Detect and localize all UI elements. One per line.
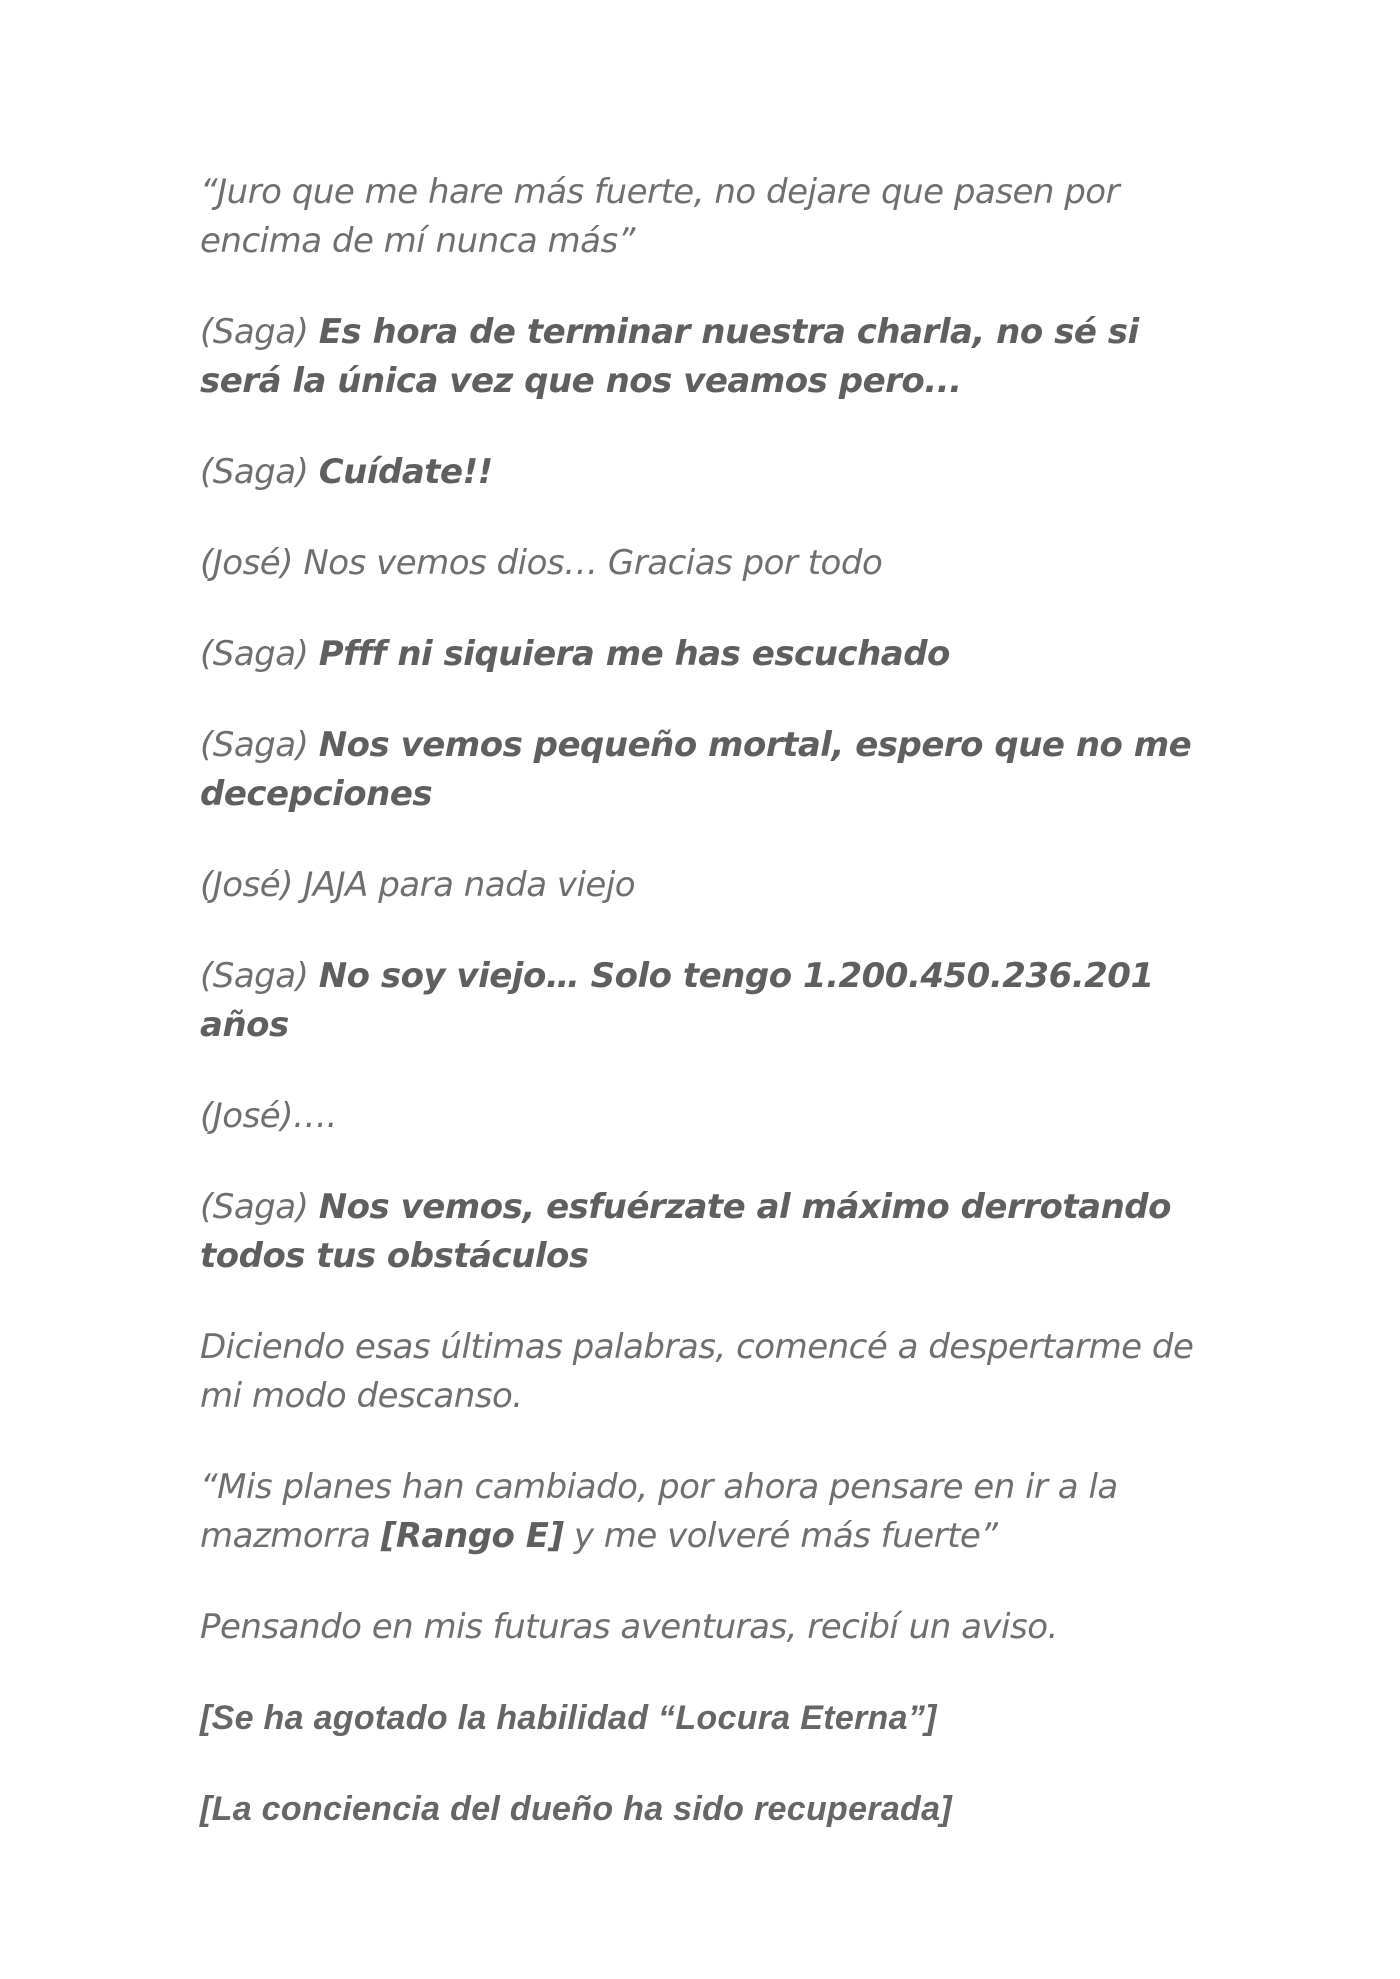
speaker-label: (José)…. <box>200 1096 337 1136</box>
system-message-text: [La conciencia del dueño ha sido recuperada] <box>200 1790 952 1828</box>
dialogue-line <box>200 1183 1200 1281</box>
narration-paragraph <box>200 1323 1200 1421</box>
dialogue-text: Es hora de terminar nuestra charla, no sé si será la única vez que nos veamos pero... <box>200 312 1139 401</box>
narration-text: Pensando en mis futuras aventuras, recibí un aviso. <box>200 1607 1058 1647</box>
narration-text: y me volveré más fuerte” <box>573 1516 998 1556</box>
narration-text: Diciendo esas últimas palabras, comencé a despertarme de mi modo descanso. <box>200 1327 1194 1416</box>
dialogue-line <box>200 1092 1200 1141</box>
dialogue-line <box>200 721 1200 819</box>
rank-tag: [Rango E] <box>380 1516 564 1556</box>
document-body <box>200 168 1200 1876</box>
dialogue-text: Pfff ni siquiera me has escuchado <box>318 634 950 674</box>
dialogue-text: JAJA para nada viejo <box>303 865 636 905</box>
dialogue-text: Cuídate!! <box>318 452 493 492</box>
system-message <box>200 1694 1200 1743</box>
dialogue-line <box>200 952 1200 1050</box>
dialogue-line <box>200 308 1200 406</box>
speaker-label: (Saga) <box>200 634 309 674</box>
speaker-label: (José) <box>200 865 293 905</box>
speaker-label: (Saga) <box>200 452 309 492</box>
narration-paragraph <box>200 1603 1200 1652</box>
speaker-label: (José) <box>200 543 293 583</box>
system-message-text: [Se ha agotado la habilidad “Locura Eterna”] <box>200 1699 937 1737</box>
speaker-label: (Saga) <box>200 312 309 352</box>
dialogue-line <box>200 539 1200 588</box>
dialogue-line <box>200 448 1200 497</box>
narration-paragraph <box>200 1463 1200 1561</box>
speaker-label: (Saga) <box>200 956 309 996</box>
dialogue-text: Nos vemos, esfuérzate al máximo derrotando todos tus obstáculos <box>200 1187 1171 1276</box>
dialogue-text: Nos vemos dios… Gracias por todo <box>303 543 883 583</box>
narration-text: “Mis planes han cambiado, por ahora pensare en ir a la mazmorra <box>200 1467 1118 1556</box>
system-message <box>200 1785 1200 1834</box>
narration-paragraph <box>200 168 1200 266</box>
speaker-label: (Saga) <box>200 725 309 765</box>
narration-text: “Juro que me hare más fuerte, no dejare que pasen por encima de mí nunca más” <box>200 172 1120 261</box>
speaker-label: (Saga) <box>200 1187 309 1227</box>
dialogue-line <box>200 861 1200 910</box>
dialogue-text: Nos vemos pequeño mortal, espero que no me decepciones <box>200 725 1192 814</box>
dialogue-text: No soy viejo… Solo tengo 1.200.450.236.201 años <box>200 956 1154 1045</box>
dialogue-line <box>200 630 1200 679</box>
